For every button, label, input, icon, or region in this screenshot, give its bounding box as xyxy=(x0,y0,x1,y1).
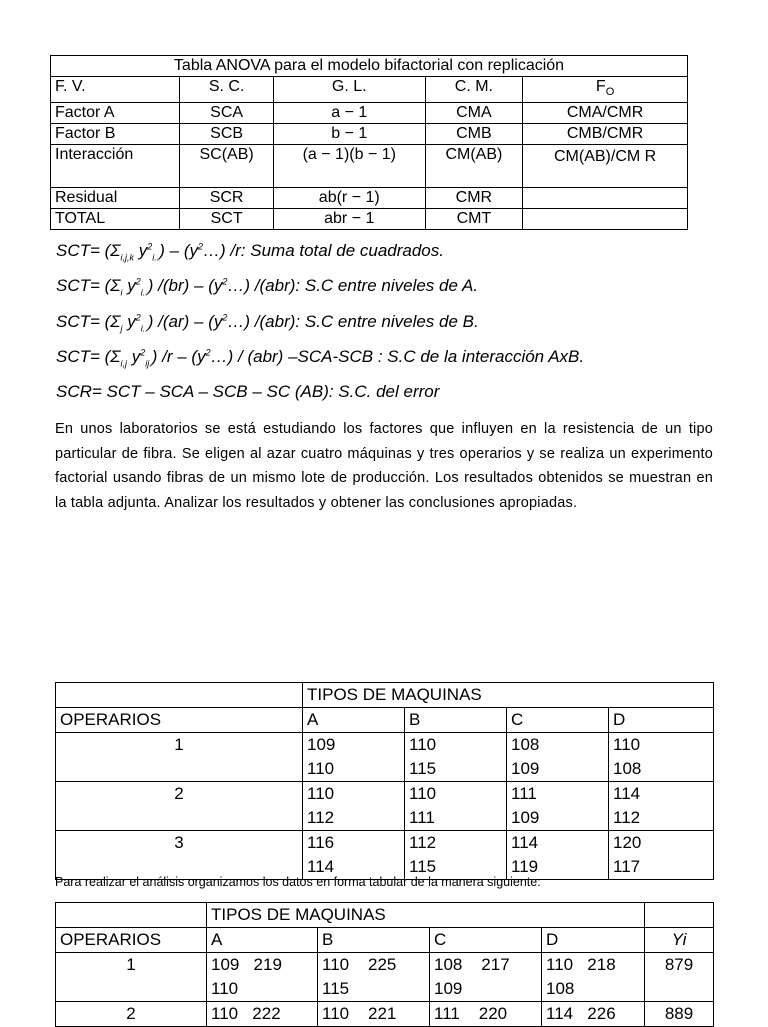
yi-value: 889 xyxy=(645,1002,714,1027)
table-row xyxy=(56,733,714,782)
cell: 108 217 109 xyxy=(430,953,542,1002)
cell: 116 114 xyxy=(303,831,405,880)
cell: a − 1 xyxy=(273,103,425,124)
machine-header-a: A xyxy=(207,928,318,953)
cell: 112 115 xyxy=(405,831,507,880)
row-header: OPERARIOS xyxy=(56,708,303,733)
machine-header-c: C xyxy=(507,708,609,733)
machine-header-b: B xyxy=(318,928,430,953)
cell: CMR xyxy=(425,188,523,209)
machine-header-c: C xyxy=(430,928,542,953)
cell: 114 226 xyxy=(542,1002,645,1027)
cell: SCB xyxy=(180,124,274,145)
row-header: OPERARIOS xyxy=(56,928,207,953)
header-fv: F. V. xyxy=(51,77,180,103)
empty-corner xyxy=(56,683,303,708)
yi-value: 879 xyxy=(645,953,714,1002)
cell: 111 220 xyxy=(430,1002,542,1027)
summary-table xyxy=(55,902,714,1027)
cell: 110 112 xyxy=(303,782,405,831)
cell: 110 222 xyxy=(207,1002,318,1027)
header-gl: G. L. xyxy=(273,77,425,103)
operator-label: 1 xyxy=(56,953,207,1002)
table-row xyxy=(51,103,688,124)
table-row xyxy=(56,782,714,831)
cell: SCA xyxy=(180,103,274,124)
cell: TOTAL xyxy=(51,209,180,230)
header-cm: C. M. xyxy=(425,77,523,103)
cell: CMB/CMR xyxy=(523,124,688,145)
cell: 108 109 xyxy=(507,733,609,782)
cell: CM(AB)/CM R xyxy=(523,145,688,188)
cell: 110 218 108 xyxy=(542,953,645,1002)
caption: Para realizar el análisis organizamos los datos en forma tabular de la manera siguiente: xyxy=(55,875,541,889)
cell: 114 119 xyxy=(507,831,609,880)
machine-header-a: A xyxy=(303,708,405,733)
machine-header-d: D xyxy=(542,928,645,953)
anova-title: Tabla ANOVA para el modelo bifactorial con replicación xyxy=(51,56,688,77)
cell: CM(AB) xyxy=(425,145,523,188)
cell: 120 117 xyxy=(609,831,714,880)
operator-label: 3 xyxy=(56,831,303,880)
table-row xyxy=(56,953,714,1002)
cell: Interacción xyxy=(51,145,180,188)
table-row xyxy=(51,124,688,145)
cell: SC(AB) xyxy=(180,145,274,188)
cell xyxy=(523,188,688,209)
header-f-sub: O xyxy=(605,86,615,99)
operator-label: 2 xyxy=(56,782,303,831)
cell: SCT xyxy=(180,209,274,230)
machines-header-row xyxy=(56,708,714,733)
operator-label: 2 xyxy=(56,1002,207,1027)
cell: 114 112 xyxy=(609,782,714,831)
problem-paragraph: En unos laboratorios se está estudiando los factores que influyen en la resistencia de un tipo particular de fibra. Se eligen al azar cuatro máquinas y tres operarios y se realiza un experimento factorial usando fibras de un mismo lote de producción. Los resultados obtenidos se muestran en la tabla adjunta. Analizar los resultados y obtener las conclusiones apropiadas. xyxy=(55,421,713,511)
cell: Factor A xyxy=(51,103,180,124)
cell: CMT xyxy=(425,209,523,230)
header-sc: S. C. xyxy=(180,77,274,103)
table-row xyxy=(51,188,688,209)
table-row xyxy=(51,209,688,230)
cell: ab(r − 1) xyxy=(273,188,425,209)
formula-sc-a: $SCT= (\Sigma_i$ $y^2_{i..}$) $/(br) - (y^2\dots)$ /(abr): S.C entre niveles de A. xyxy=(56,276,479,298)
cell: CMA xyxy=(425,103,523,124)
group-header: TIPOS DE MAQUINAS xyxy=(303,683,714,708)
cell: 110 221 xyxy=(318,1002,430,1027)
header-fo xyxy=(523,77,688,103)
cell: 111 109 xyxy=(507,782,609,831)
yi-header: Yi xyxy=(645,928,714,953)
formula-sc-ab: $SCT= (\Sigma_{i,j}$ $y^2_{ij.}$) $/r - (y^2\dots) / (abr)$ –SCA-SCB : S.C de la interacción AxB. xyxy=(56,347,585,369)
cell: 109 219 110 xyxy=(207,953,318,1002)
machine-header-b: B xyxy=(405,708,507,733)
cell: CMA/CMR xyxy=(523,103,688,124)
operator-label: 1 xyxy=(56,733,303,782)
anova-table xyxy=(50,55,688,230)
cell: 109 110 xyxy=(303,733,405,782)
cell: 110 108 xyxy=(609,733,714,782)
cell: 110 111 xyxy=(405,782,507,831)
empty-yi-top xyxy=(645,903,714,928)
cell: abr − 1 xyxy=(273,209,425,230)
cell xyxy=(523,209,688,230)
cell: (a − 1)(b − 1) xyxy=(273,145,425,188)
table-row xyxy=(56,1002,714,1027)
table-row xyxy=(56,831,714,880)
formula-scr: SCR= SCT – SCA – SCB – SC (AB): S.C. del error xyxy=(56,382,440,401)
cell: Factor B xyxy=(51,124,180,145)
empty-corner xyxy=(56,903,207,928)
cell: b − 1 xyxy=(273,124,425,145)
cell: Residual xyxy=(51,188,180,209)
cell: 110 115 xyxy=(405,733,507,782)
formula-sc-b: $SCT= (\Sigma_j$ $y^2_{i..}$) $/(ar) - (y^2\dots)$ /(abr): S.C entre niveles de B. xyxy=(56,312,479,334)
machines-table xyxy=(55,682,714,880)
cell: 110 225 115 xyxy=(318,953,430,1002)
cell: SCR xyxy=(180,188,274,209)
formula-sct-total: $SCT= (\Sigma_{i,j,k}$ $y^2_{i..}$) – $(y^2\dots)$ /r: Suma total de cuadrados. xyxy=(56,241,444,263)
group-header: TIPOS DE MAQUINAS xyxy=(207,903,645,928)
anova-header-row xyxy=(51,77,688,103)
table-row xyxy=(51,145,688,188)
cell: CMB xyxy=(425,124,523,145)
header-f: F xyxy=(595,78,606,95)
machine-header-d: D xyxy=(609,708,714,733)
summary-header-row xyxy=(56,928,714,953)
